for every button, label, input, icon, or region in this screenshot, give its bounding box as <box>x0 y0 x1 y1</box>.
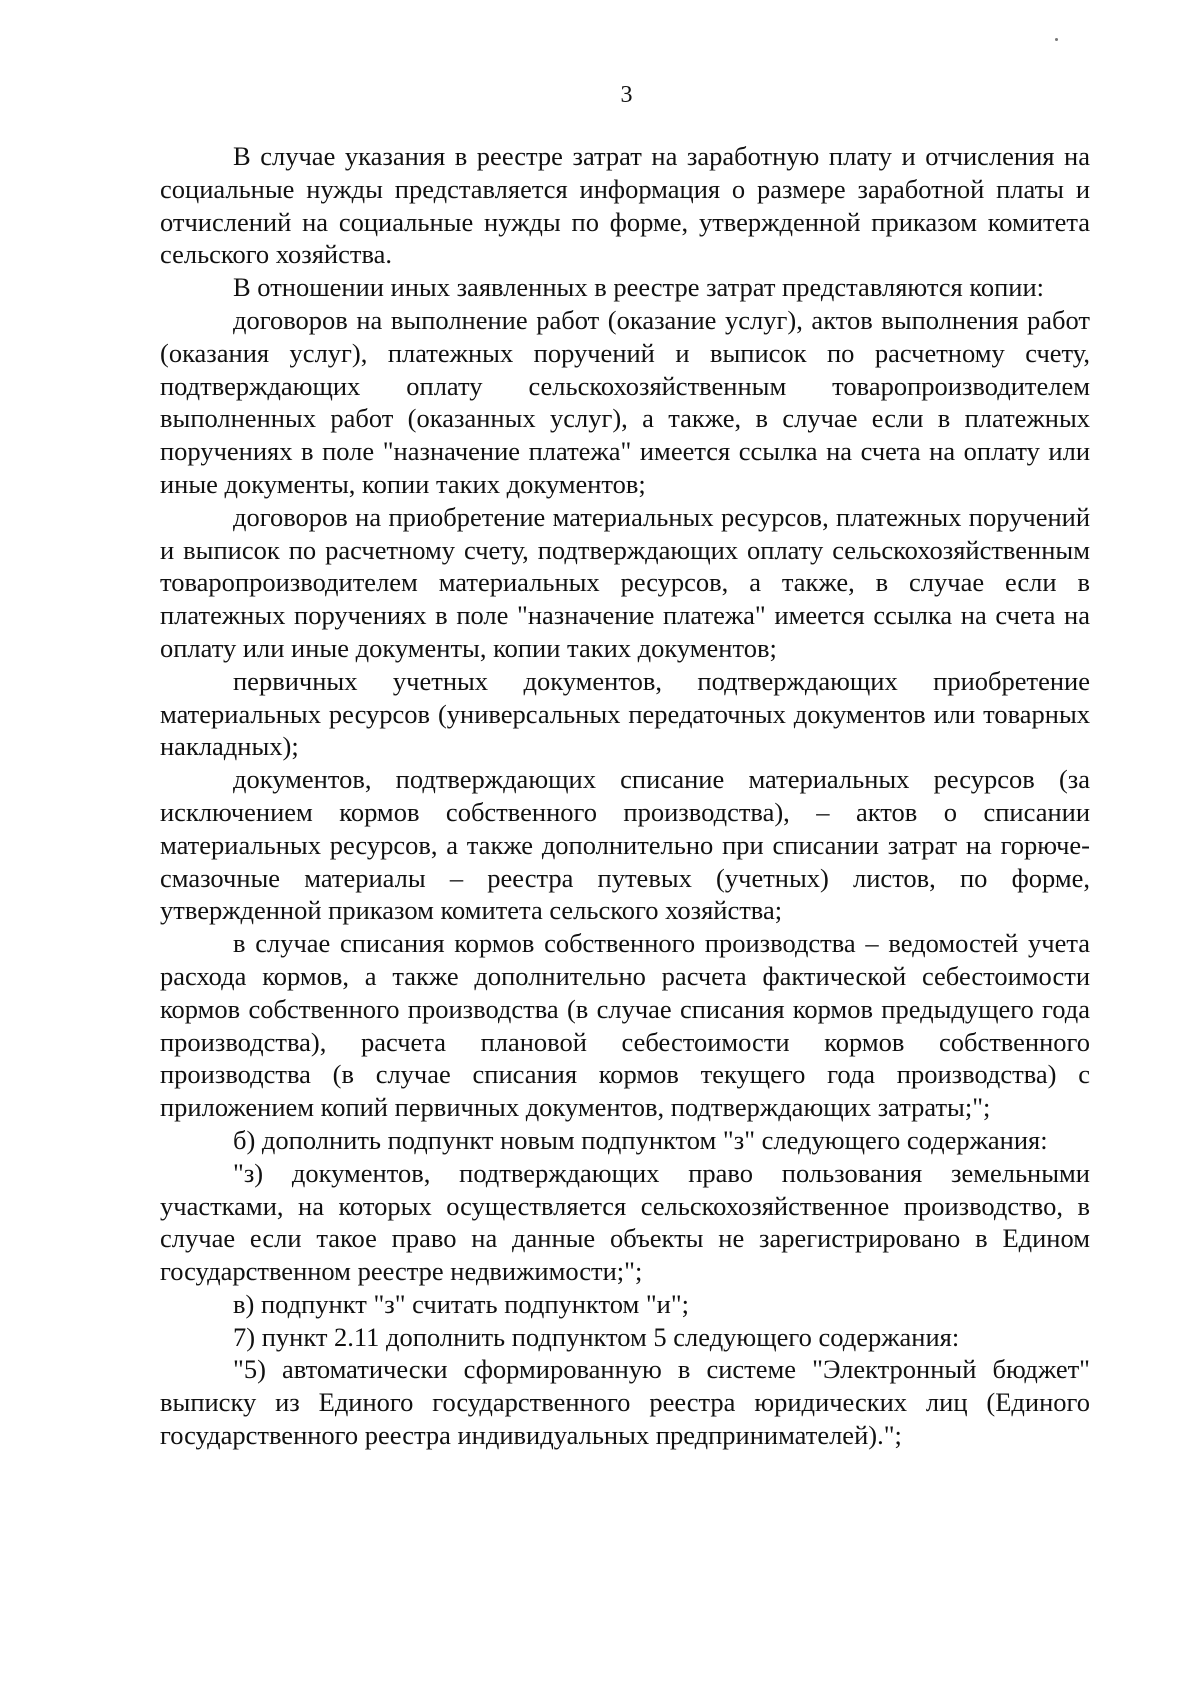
paragraph-material-contracts: договоров на приобретение материальных ресурсов, платежных поручений и выписок по расчетному счету, подтверждающих оплату сельскохозяйственным товаропроизводителем материальных ресурсов, а также, в случае если в платежных поручениях в поле "назначение платежа" имеется ссылка на счета на оплату или иные документы, копии таких документов; <box>160 501 1090 663</box>
page-number: 3 <box>620 82 633 108</box>
paragraph-amendment-v: в) подпункт "з" считать подпунктом "и"; <box>233 1288 690 1319</box>
paragraph-subpoint-5: "5) автоматически сформированную в системе "Электронный бюджет" выписку из Единого государственного реестра юридических лиц (Единого государственного реестра индивидуальных предпринимателей)."; <box>160 1354 1090 1451</box>
paragraph-write-off-documents: документов, подтверждающих списание материальных ресурсов (за исключением кормов собственного производства), – актов о списании материальных ресурсов, а также дополнительно при списании затрат на горюче-смазочные материалы – реестра путевых (учетных) листов, по форме, утвержденной приказом комитета сельского хозяйства; <box>160 764 1090 926</box>
paragraph-work-contracts: договоров на выполнение работ (оказание услуг), актов выполнения работ (оказания услуг), платежных поручений и выписок по расчетному счету, подтверждающих оплату сельскохозяйственным товаропроизводителем выполненных работ (оказанных услуг), а также, в случае если в платежных поручениях в поле "назначение платежа" имеется ссылка на счета на оплату или иные документы, копии таких документов; <box>160 304 1090 499</box>
paragraph-subpoint-z: "з) документов, подтверждающих право пользования земельными участками, на которых осуществляется сельскохозяйственное производство, в случае если такое право на данные объекты не зарегистрировано в Едином государственном реестре недвижимости;"; <box>160 1157 1090 1287</box>
paragraph-point-7: 7) пункт 2.11 дополнить подпунктом 5 следующего содержания: <box>233 1321 960 1352</box>
document-body <box>160 140 1090 1452</box>
paragraph-primary-documents: первичных учетных документов, подтверждающих приобретение материальных ресурсов (универсальных передаточных документов или товарных накладных); <box>160 665 1090 762</box>
scan-speck <box>1055 38 1058 41</box>
paragraph-salary-info: В случае указания в реестре затрат на заработную плату и отчисления на социальные нужды представляется информация о размере заработной платы и отчислений на социальные нужды по форме, утвержденной приказом комитета сельского хозяйства. <box>160 141 1090 270</box>
paragraph-feed-write-off: в случае списания кормов собственного производства – ведомостей учета расхода кормов, а также дополнительно расчета фактической себестоимости кормов собственного производства (в случае списания кормов предыдущего года производства), расчета плановой себестоимости кормов собственного производства (в случае списания кормов текущего года производства) с приложением копий первичных документов, подтверждающих затраты;"; <box>160 928 1090 1123</box>
paragraph-amendment-b: б) дополнить подпункт новым подпунктом "з" следующего содержания: <box>233 1124 1048 1155</box>
paragraph-other-costs-intro: В отношении иных заявленных в реестре затрат представляются копии: <box>233 272 1045 303</box>
